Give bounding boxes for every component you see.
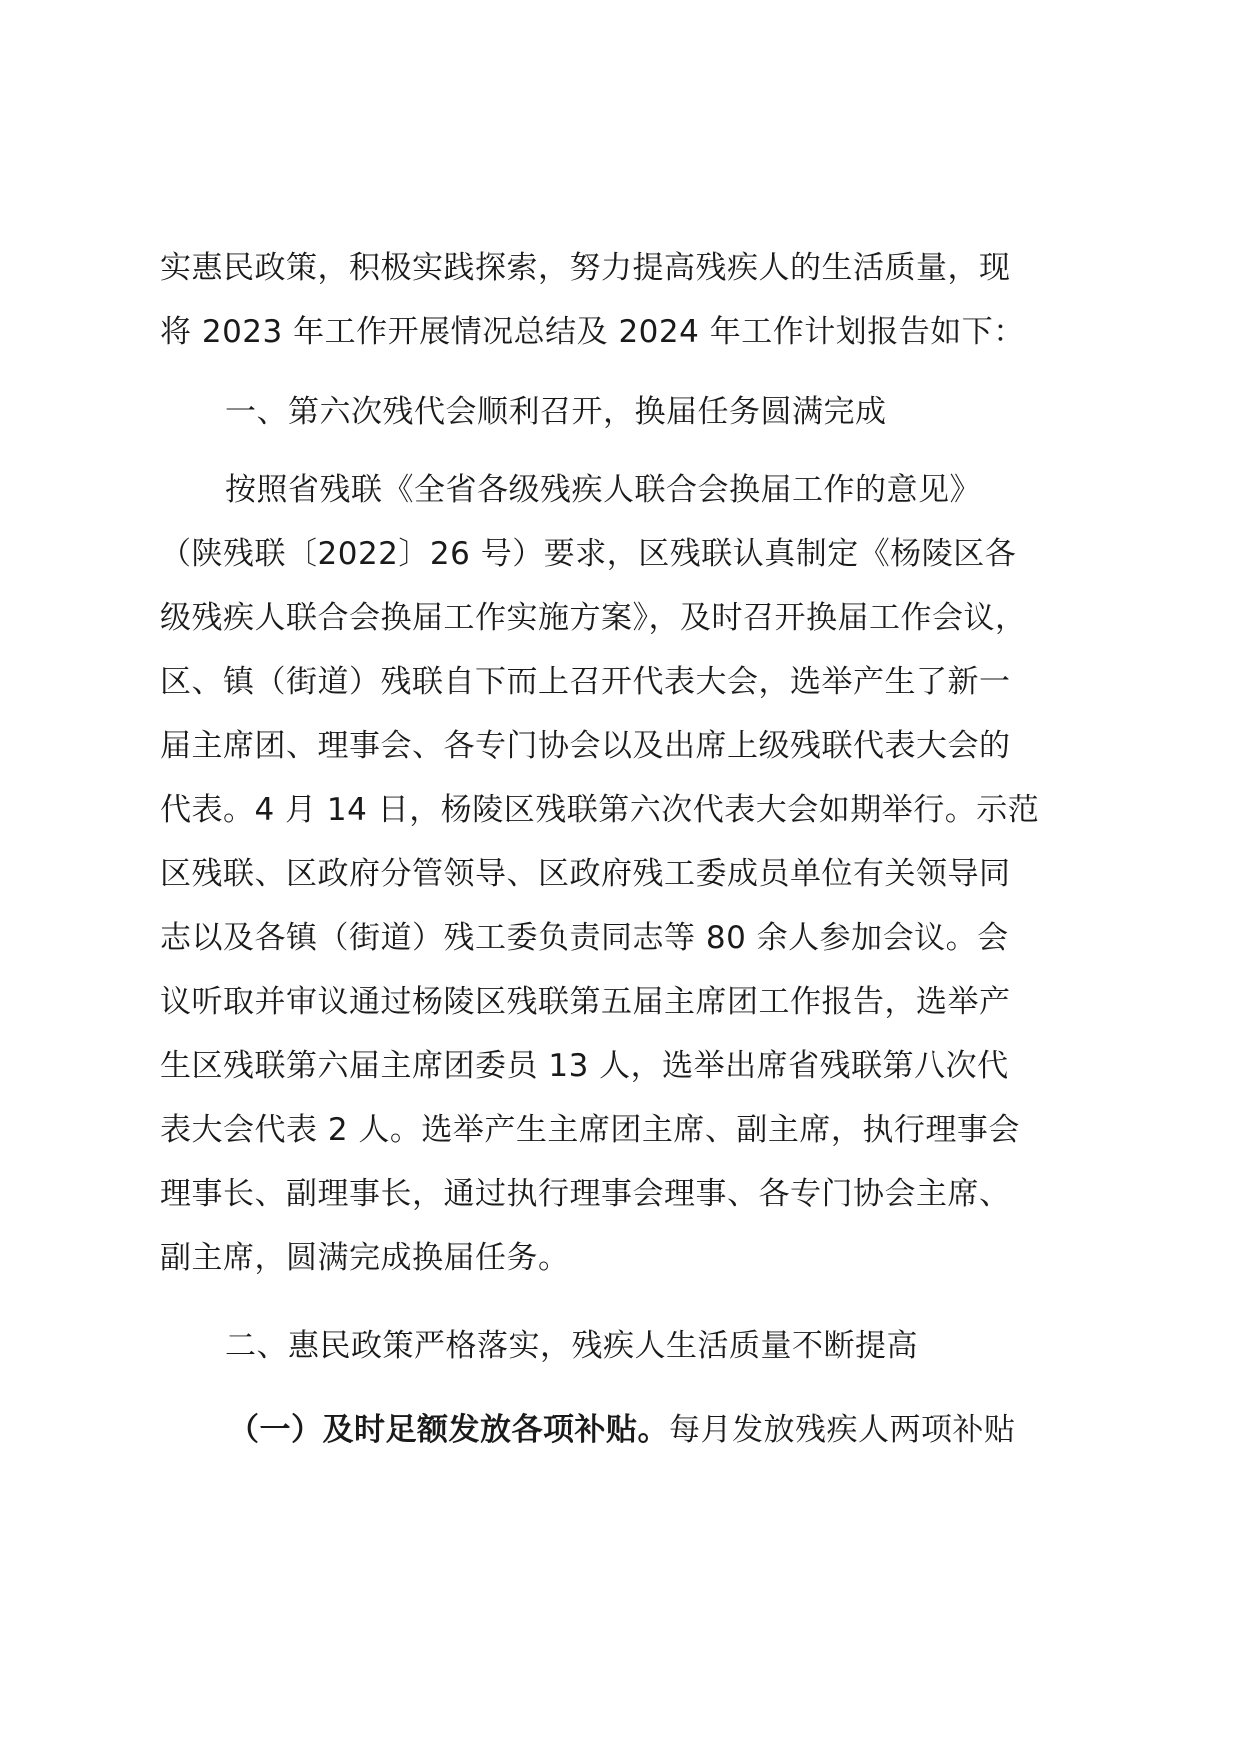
intro-line-2: 将 2023 年工作开展情况总结及 2024 年工作计划报告如下：: [160, 314, 1025, 350]
section-1-line-2: （陕残联〔2022〕26 号）要求，区残联认真制定《杨陵区各: [160, 536, 1017, 572]
section-1-line-13: 副主席，圆满完成换届任务。: [160, 1240, 570, 1276]
section-1-line-3: 级残疾人联合会换届工作实施方案》，及时召开换届工作会议，: [160, 600, 1027, 636]
intro-line-1: 实惠民政策，积极实践探索，努力提高残疾人的生活质量，现: [160, 250, 1011, 286]
section-1-line-1: 按照省残联《全省各级残疾人联合会换届工作的意见》: [225, 472, 981, 508]
section-2-sub-1-title: （一）及时足额发放各项补贴。: [228, 1412, 669, 1448]
section-1-line-12: 理事长、副理事长，通过执行理事会理事、各专门协会主席、: [160, 1176, 1011, 1212]
section-1-line-9: 议听取并审议通过杨陵区残联第五届主席团工作报告，选举产: [160, 984, 1011, 1020]
section-2-sub-1-text: 每月发放残疾人两项补贴: [669, 1412, 1016, 1448]
section-1-line-4: 区、镇（街道）残联自下而上召开代表大会，选举产生了新一: [160, 664, 1011, 700]
section-1-line-11: 表大会代表 2 人。选举产生主席团主席、副主席，执行理事会: [160, 1112, 1020, 1148]
section-2-heading: 二、惠民政策严格落实，残疾人生活质量不断提高: [225, 1328, 918, 1364]
section-1-line-10: 生区残联第六届主席团委员 13 人，选举出席省残联第八次代: [160, 1048, 1009, 1084]
section-1-line-7: 区残联、区政府分管领导、区政府残工委成员单位有关领导同: [160, 856, 1011, 892]
section-1-heading: 一、第六次残代会顺利召开，换届任务圆满完成: [225, 394, 887, 430]
section-1-line-8: 志以及各镇（街道）残工委负责同志等 80 余人参加会议。会: [160, 920, 1009, 956]
section-1-line-6: 代表。4 月 14 日，杨陵区残联第六次代表大会如期举行。示范: [160, 792, 1040, 828]
section-2-sub-1: [228, 1410, 1016, 1450]
section-1-line-5: 届主席团、理事会、各专门协会以及出席上级残联代表大会的: [160, 728, 1011, 764]
